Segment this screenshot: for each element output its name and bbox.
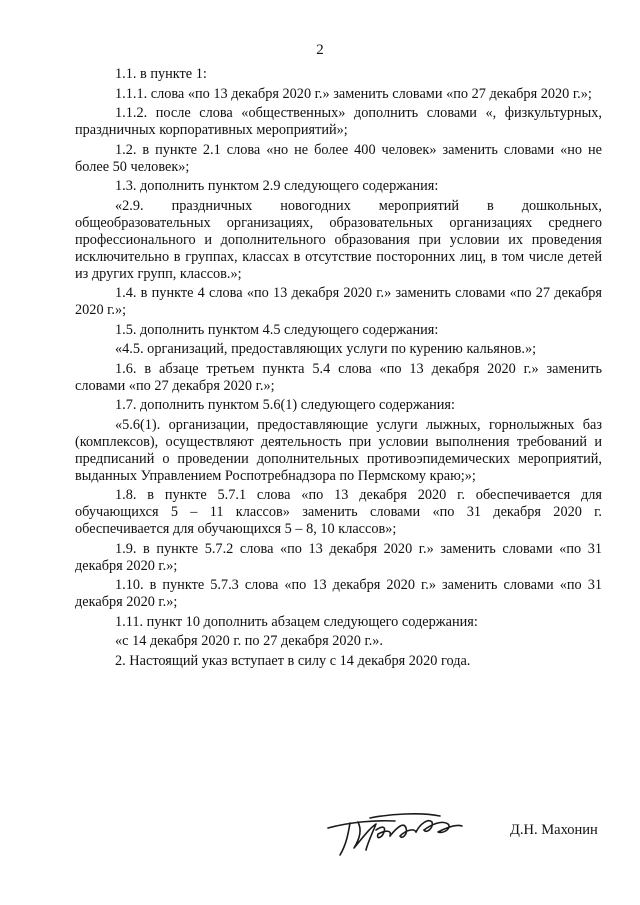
paragraph-1-1-2: 1.1.2. после слова «общественных» дополнить словами «, физкультурных, праздничных корпоративных мероприятий»; (75, 105, 602, 138)
paragraph-1-4: 1.4. в пункте 4 слова «по 13 декабря 2020 г.» заменить словами «по 27 декабря 2020 г.»; (75, 285, 602, 318)
paragraph-1-9: 1.9. в пункте 5.7.2 слова «по 13 декабря 2020 г.» заменить словами «по 31 декабря 2020 г.»; (75, 540, 602, 574)
paragraph-1-6: 1.6. в абзаце третьем пункта 5.4 слова «по 13 декабря 2020 г.» заменить словами «по 27 декабря 2020 г.»; (75, 360, 602, 394)
document-body (75, 66, 602, 672)
page-number: 2 (316, 42, 324, 58)
paragraph-1-7: 1.7. дополнить пунктом 5.6(1) следующего содержания: (115, 397, 455, 413)
paragraph-1-10: 1.10. в пункте 5.7.3 слова «по 13 декабря 2020 г.» заменить словами «по 31 декабря 2020 г.»; (75, 577, 602, 610)
signature-block (300, 800, 610, 870)
paragraph-5-6-1-quote: «5.6(1). организации, предоставляющие услуги лыжных, горнолыжных баз (комплексов), осуществляют деятельность при условии выполнения требований и предписаний о проведении дополнительных противоэпидемических мероприятий, выданных Управлением Роспотребнадзора по Пермскому краю;»; (75, 416, 602, 484)
paragraph-1-3: 1.3. дополнить пунктом 2.9 следующего содержания: (115, 178, 439, 194)
signer-name: Д.Н. Махонин (510, 822, 598, 838)
paragraph-1-11-quote: «с 14 декабря 2020 г. по 27 декабря 2020 г.». (115, 633, 384, 649)
paragraph-1-5: 1.5. дополнить пунктом 4.5 следующего содержания: (115, 321, 439, 338)
paragraph-1-1: 1.1. в пункте 1: (115, 66, 207, 82)
paragraph-1-11: 1.11. пункт 10 дополнить абзацем следующего содержания: (115, 613, 478, 630)
paragraph-4-5-quote: «4.5. организаций, предоставляющих услуги по курению кальянов.»; (115, 341, 537, 357)
paragraph-1-2: 1.2. в пункте 2.1 слова «но не более 400 человек» заменить словами «но не более 50 человек»; (75, 141, 602, 175)
paragraph-1-1-1: 1.1.1. слова «по 13 декабря 2020 г.» заменить словами «по 27 декабря 2020 г.»; (115, 85, 592, 102)
handwritten-signature (320, 800, 470, 860)
paragraph-2: 2. Настоящий указ вступает в силу с 14 декабря 2020 года. (115, 652, 471, 669)
paragraph-1-8: 1.8. в пункте 5.7.1 слова «по 13 декабря 2020 г. обеспечивается для обучающихся 5 – 11 классов» заменить словами «по 31 декабря 2020 г. обеспечивается для обучающихся 5 – 8, 10 классов»; (75, 487, 602, 537)
paragraph-2-9-quote: «2.9. праздничных новогодних мероприятий в дошкольных, общеобразовательных организациях, образовательных организациях среднего профессионального и дополнительного образования при условии их проведения исключительно в группах, классах в отсутствие посторонних лиц, в том числе детей из других групп, классов.»; (75, 197, 602, 282)
